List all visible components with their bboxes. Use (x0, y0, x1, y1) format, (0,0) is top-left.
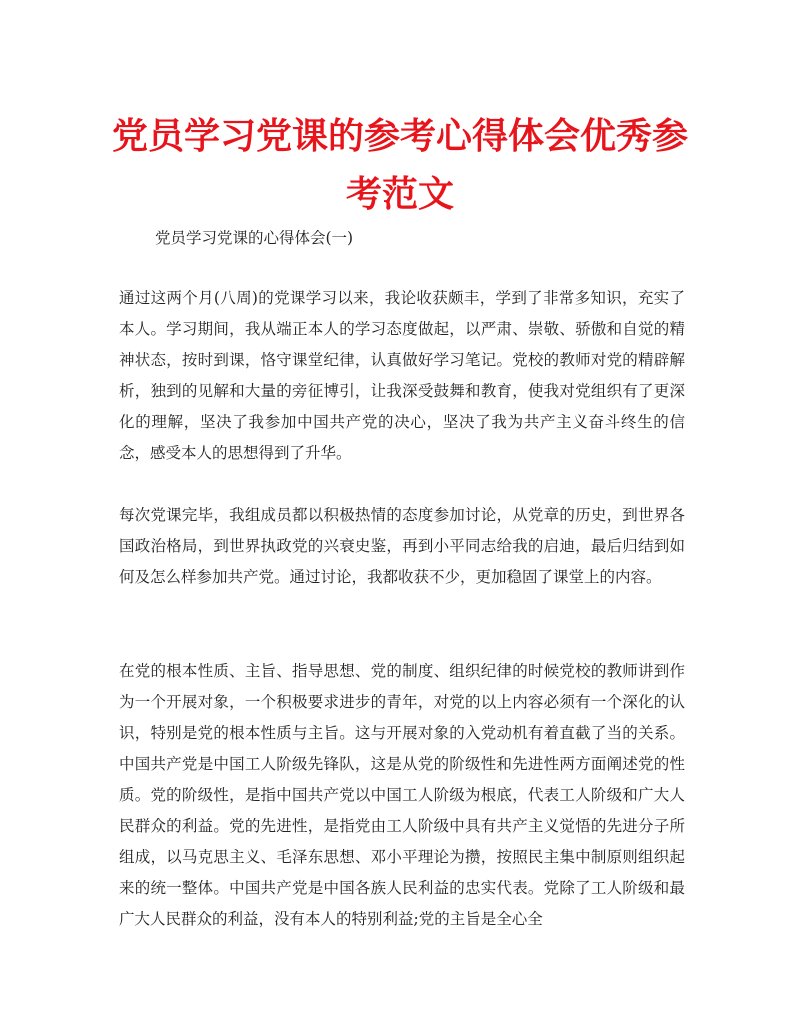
paragraph-2: 每次党课完毕，我组成员都以积极热情的态度参加讨论，从党章的历史，到世界各国政治格局，到世界执政党的兴衰史鉴，再到小平同志给我的启迪，最后归结到如何及怎么样参加共产党。通过讨论，我都收获不少，更加稳固了课堂上的内容。 (119, 506, 685, 586)
document-title: 党员学习党课的参考心得体会优秀参考范文 (111, 116, 688, 215)
paragraph-3: 在党的根本性质、主旨、指导思想、党的制度、组织纪律的时候党校的教师讲到作为一个开展对象，一个积极要求进步的青年，对党的以上内容必须有一个深化的认识，特别是党的根本性质与主旨。这与开展对象的入党动机有着直截了当的关系。中国共产党是中国工人阶级先锋队，这是从党的阶级性和先进性两方面阐述党的性质。党的阶级性，是指中国共产党以中国工人阶级为根底，代表工人阶级和广大人民群众的利益。党的先进性，是指党由工人阶级中具有共产主义觉悟的先进分子所组成，以马克思主义、毛泽东思想、邓小平理论为攒，按照民主集中制原则组织起来的统一整体。中国共产党是中国各族人民利益的忠实代表。党除了工人阶级和最广大人民群众的利益，没有本人的特别利益;党的主旨是全心全 (119, 662, 685, 928)
document-subtitle: 党员学习党课的心得体会(一) (155, 229, 354, 247)
paragraph-1: 通过这两个月(八周)的党课学习以来，我论收获颇丰，学到了非常多知识，充实了本人。学习期间，我从端正本人的学习态度做起，以严肃、崇敬、骄傲和自觉的精神状态，按时到课，恪守课堂纪律，认真做好学习笔记。党校的教师对党的精辟解析，独到的见解和大量的旁征博引，让我深受鼓舞和教育，使我对党组织有了更深化的理解，坚决了我参加中国共产党的决心，坚决了我为共产主义奋斗终生的信念，感受本人的思想得到了升华。 (119, 289, 685, 462)
